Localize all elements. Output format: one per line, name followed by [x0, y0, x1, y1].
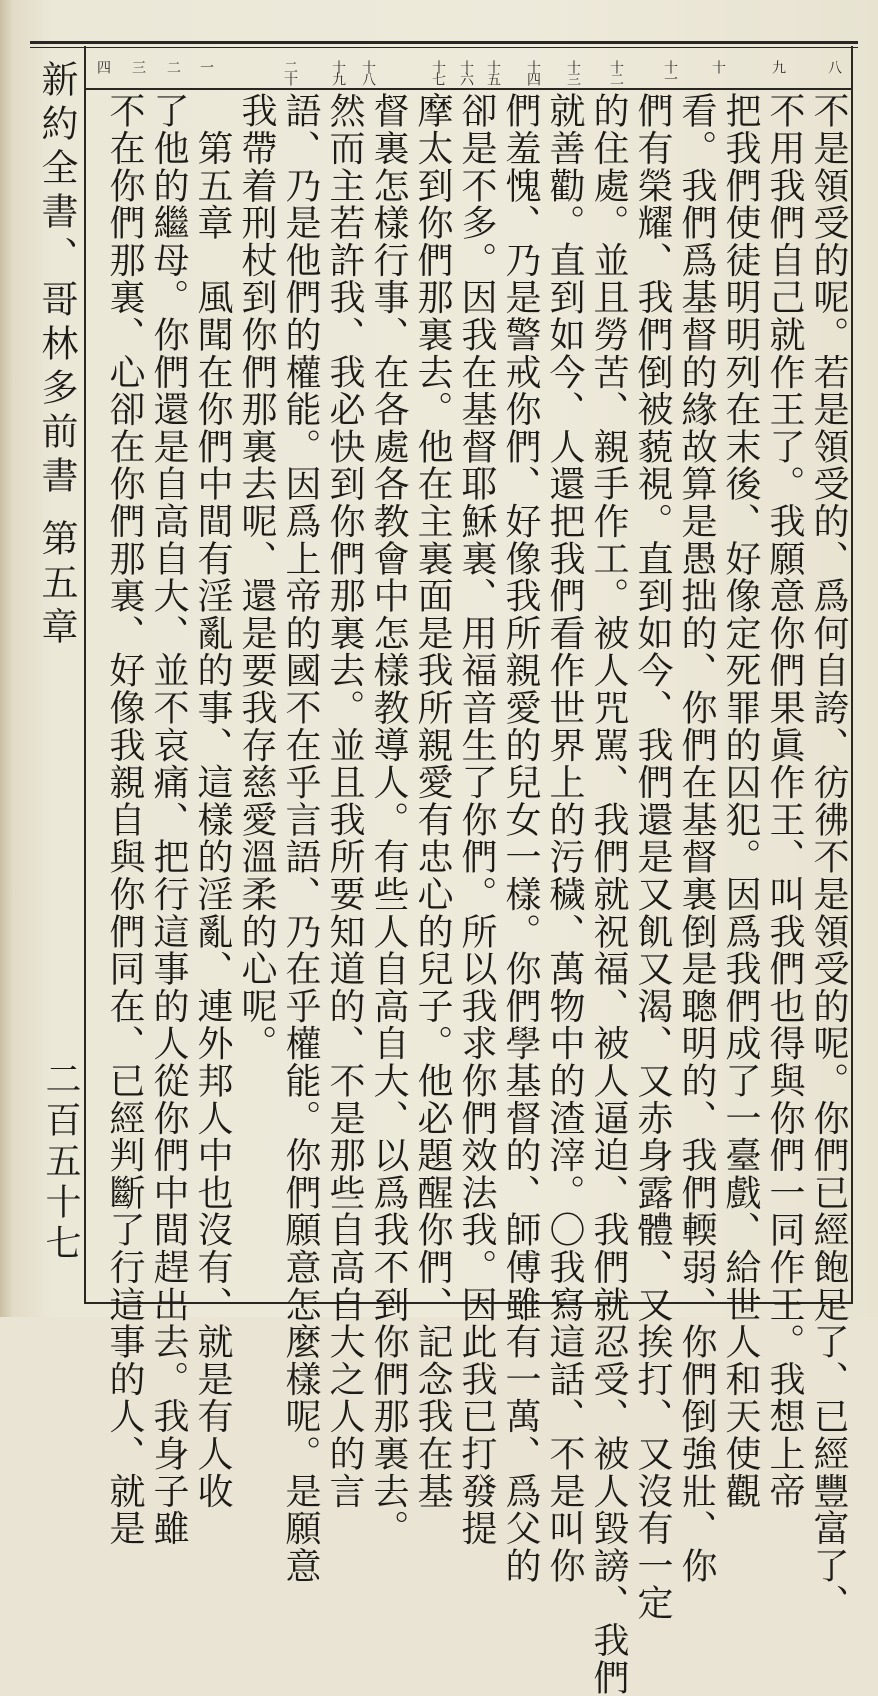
verse-number: 九	[770, 60, 786, 72]
text-column: 我帶着刑杖到你們那裏去呢、還是要我存慈愛溫柔的心呢。	[236, 92, 277, 1062]
text-column: 不在你們那裏、心卻在你們那裏、好像我親自與你們同在、已經判斷了行這事的人、就是	[104, 92, 145, 1547]
text-column: 不是領受的呢。若是領受的、爲何自誇、彷彿不是領受的呢。你們已經飽足了、已經豐富了、	[808, 92, 849, 1622]
verse-strip-rule	[84, 88, 852, 90]
verse-number: 四	[95, 60, 111, 72]
text-column: 就善勸。直到如今、人還把我們看作世界上的污穢、萬物中的渣滓。〇我寫這話、不是叫你	[544, 92, 585, 1584]
verse-number: 十六	[458, 60, 474, 84]
verse-number: 十七	[430, 60, 446, 84]
verse-number: 八	[826, 60, 842, 72]
text-column: 第五章 風聞在你們中間有淫亂的事、這樣的淫亂、連外邦人中也沒有、就是有人收	[192, 92, 233, 1510]
text-column: 督裏怎樣行事、在各處各教會中怎樣教導人。有些人自高自大、以爲我不到你們那裏去。	[368, 92, 409, 1547]
verse-number: 十	[710, 60, 726, 72]
top-border-thin-rule	[30, 47, 858, 48]
text-column: 看。我們爲基督的緣故算是愚拙的、你們在基督裏倒是聰明的、我們輭弱、你們倒強壯、你	[676, 92, 717, 1584]
text-column: 的住處。並且勞苦、親手作工。被人咒駡、我們就祝福、被人逼迫、我們就忍受、被人毀謗、我們	[588, 92, 629, 1696]
running-head: 新約全書、哥林多前書 第五章	[35, 60, 78, 651]
verse-number: 十三	[565, 60, 581, 84]
verse-number: 二	[165, 60, 181, 72]
running-head-divider	[84, 46, 86, 1302]
text-column: 不用我們自己就作王了。我願意你們果眞作王、叫我們也得與你們一同作王。我想上帝	[764, 92, 805, 1510]
text-column: 把我們使徒明明列在末後、好像定死罪的囚犯。因爲我們成了一臺戲、給世人和天使觀	[720, 92, 761, 1510]
body-text	[96, 92, 849, 1696]
text-column: 了他的繼母。你們還是自高自大、並不哀痛、把行這事的人從你們中間趕出去。我身子雖	[148, 92, 189, 1547]
verse-number: 十四	[525, 60, 541, 84]
verse-number: 十一	[662, 60, 678, 84]
verse-number: 一	[198, 60, 214, 72]
top-border-rule	[30, 41, 858, 44]
verse-number: 三	[130, 60, 146, 72]
text-column: 們羞愧、乃是警戒你們、好像我所親愛的兒女一樣。你們學基督的、師傅雖有一萬、爲父的	[500, 92, 541, 1584]
right-border-rule	[851, 46, 853, 1304]
text-column: 們有榮耀、我們倒被藐視。直到如今、我們還是又飢又渴、又赤身露體、又挨打、又沒有一定	[632, 92, 673, 1622]
verse-number: 十九	[330, 60, 346, 84]
page-number: 二百五十七	[40, 1060, 81, 1265]
text-column: 語、乃是他們的權能。因爲上帝的國不在乎言語、乃在乎權能。你們願意怎麼樣呢。是願意	[280, 92, 321, 1584]
text-column: 卻是不多。因我在基督耶穌裏、用福音生了你們。所以我求你們效法我。因此我已打發提	[456, 92, 497, 1547]
verse-number: 十八	[360, 60, 376, 84]
verse-number: 十五	[485, 60, 501, 84]
text-column: 摩太到你們那裏去。他在主裏面是我所親愛有忠心的兒子。他必題醒你們、記念我在基	[412, 92, 453, 1510]
verse-number-strip	[90, 52, 846, 84]
text-column: 然而主若許我、我必快到你們那裏去。並且我所要知道的、不是那些自高自大之人的言	[324, 92, 365, 1510]
verse-number: 十二	[608, 60, 624, 84]
verse-number: 二十	[282, 60, 298, 84]
page-gutter	[0, 0, 14, 1317]
